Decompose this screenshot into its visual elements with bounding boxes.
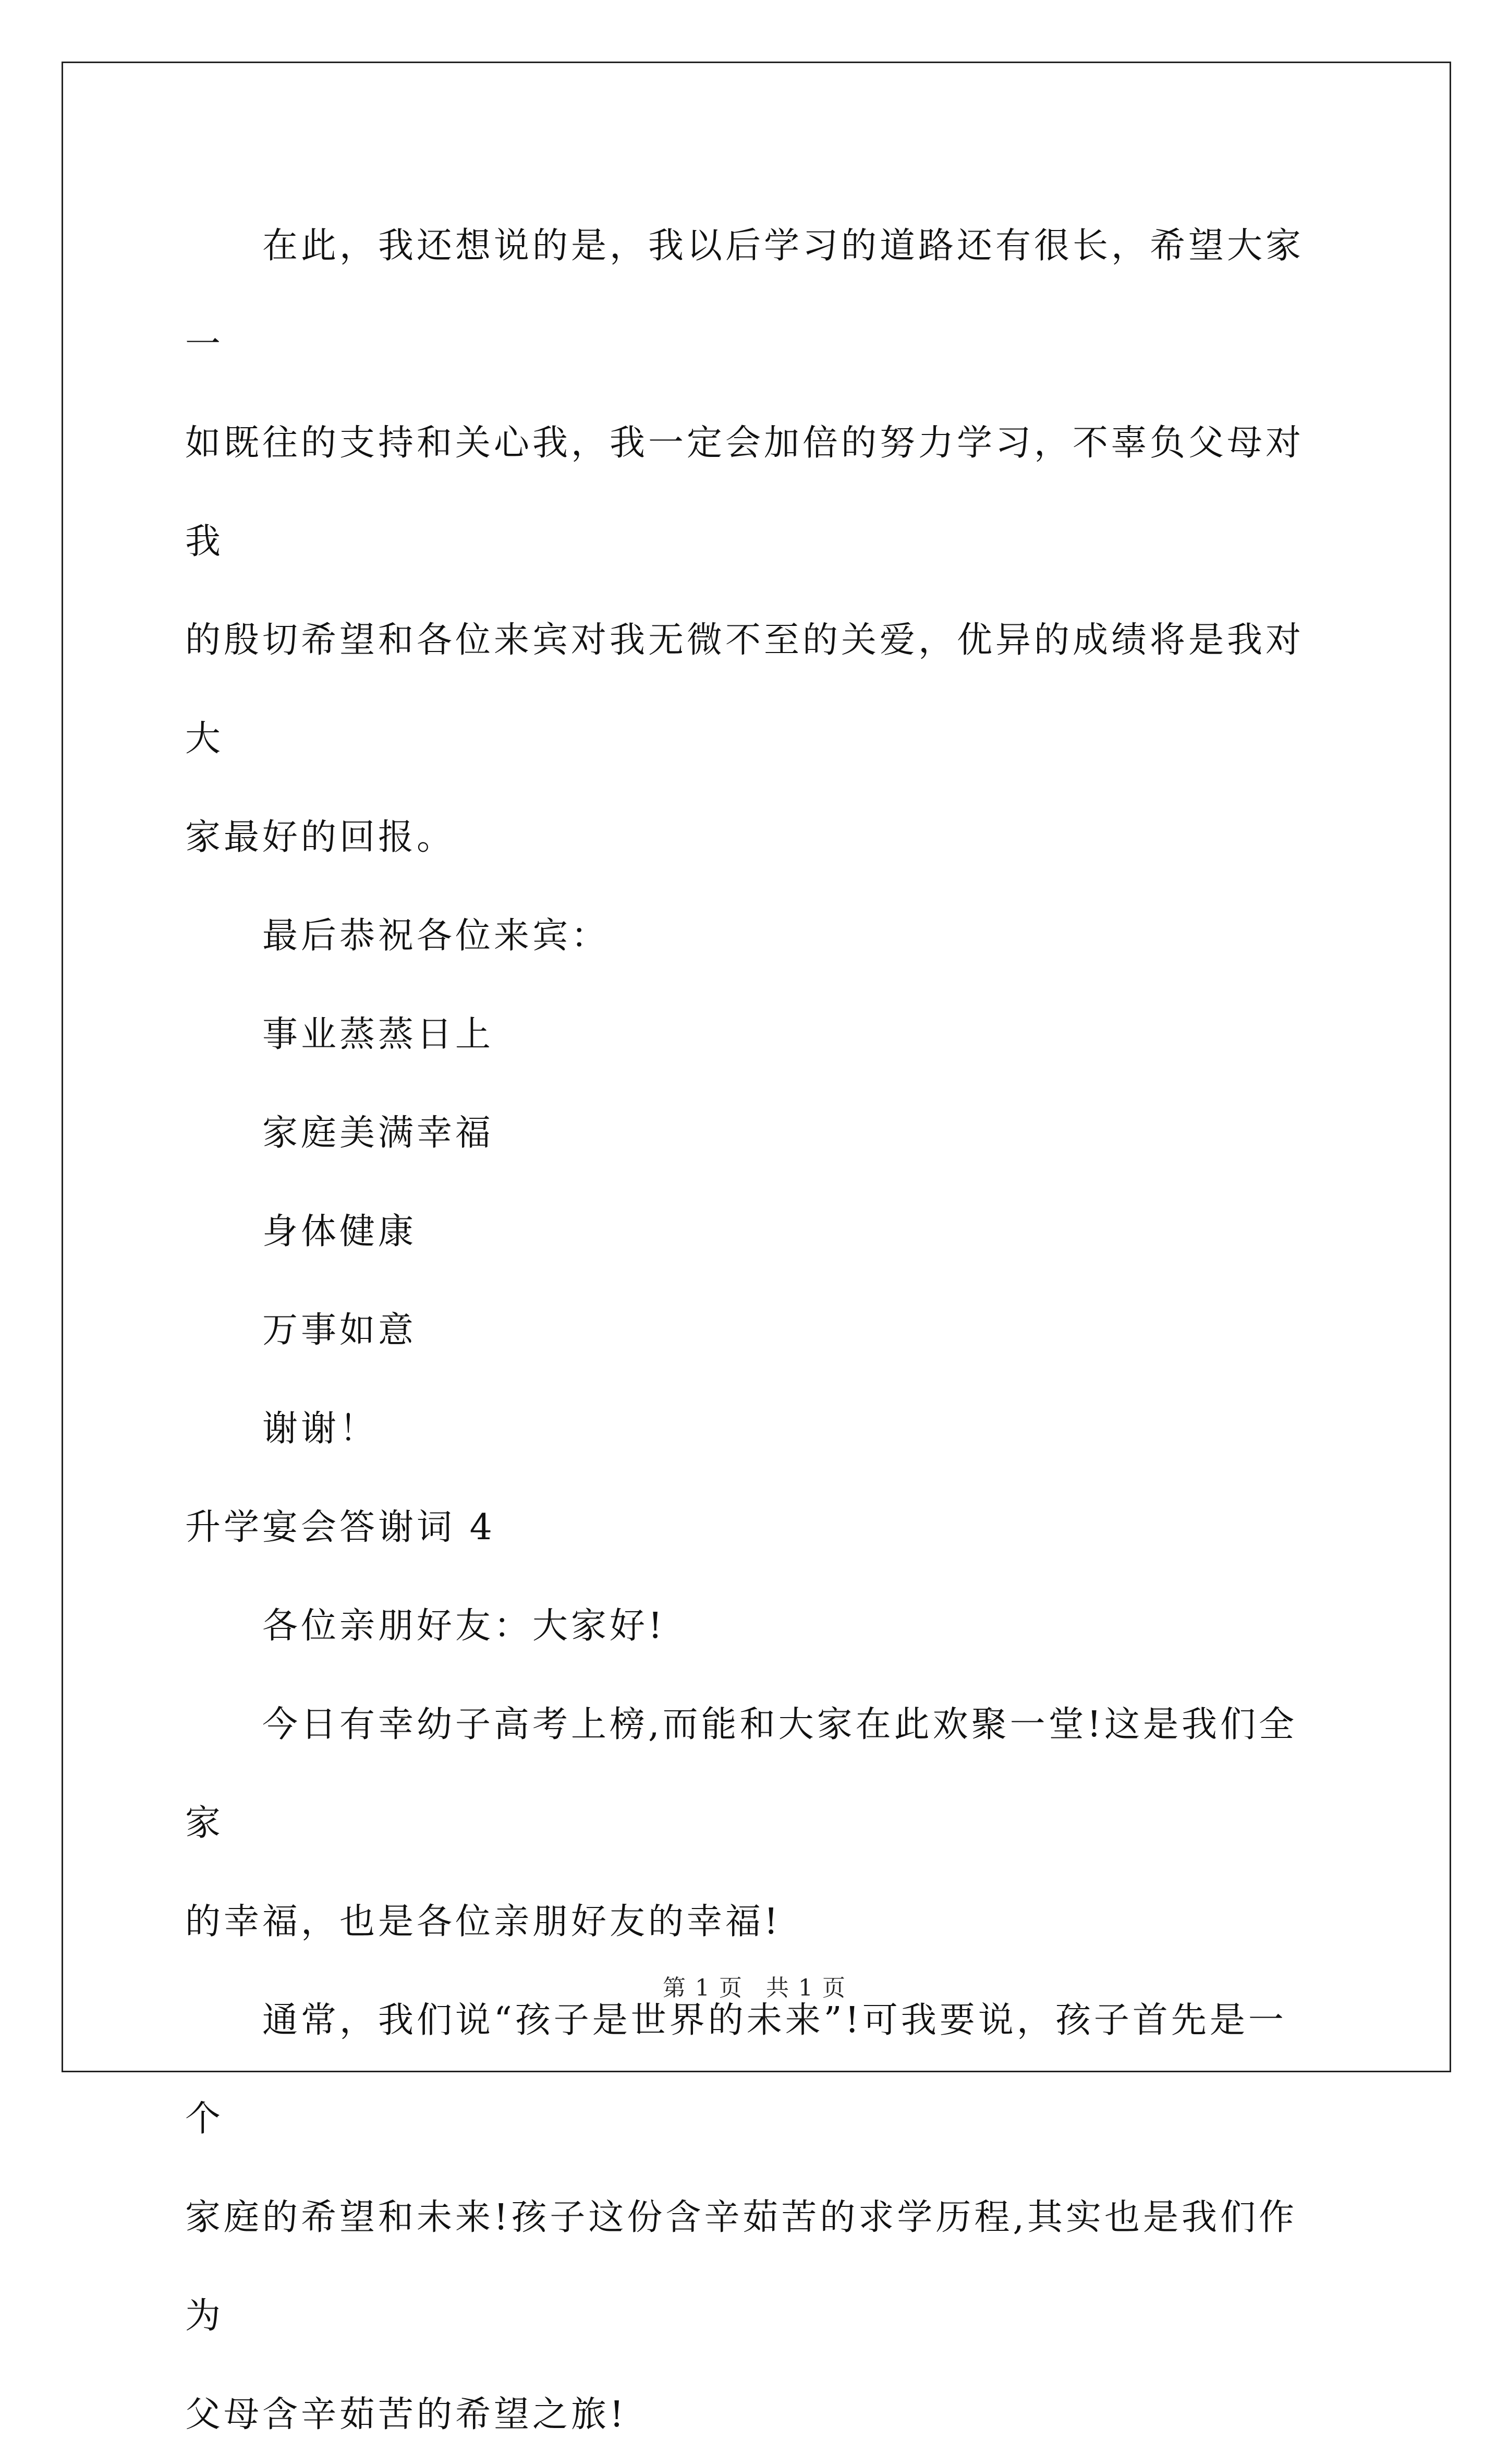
document-body: [185, 197, 1325, 2464]
text-line: 父母含辛茹苦的希望之旅!: [185, 2394, 627, 2435]
text-line: 通常，我们说“孩子是世界的未来”!可我要说，孩子首先是一个: [185, 2000, 1287, 2140]
paragraph-closing-remarks: [185, 197, 1325, 887]
text-line: 的殷切希望和各位来宾对我无微不至的关爱，优异的成绩将是我对大: [185, 620, 1305, 759]
text-line: 事业蒸蒸日上: [262, 1014, 494, 1055]
text-line: 万事如意: [262, 1310, 417, 1351]
paragraph-greeting: [185, 1577, 1325, 1675]
paragraph-blessing-family: [185, 1084, 1325, 1182]
paragraph-blessing-intro: [185, 887, 1325, 985]
paragraph-hope: [185, 1971, 1325, 2464]
paragraph-thanks: [185, 1380, 1325, 1478]
text-line: 的幸福，也是各位亲朋好友的幸福!: [185, 1901, 782, 1942]
section-title: 升学宴会答谢词 4: [185, 1507, 495, 1548]
text-line: 家最好的回报。: [185, 817, 456, 858]
paragraph-celebration: [185, 1675, 1325, 1971]
page-number: 第 1 页: [663, 1975, 743, 2001]
text-line: 家庭的希望和未来!孩子这份含辛茹苦的求学历程,其实也是我们作为: [185, 2197, 1297, 2337]
text-line: 如既往的支持和关心我，我一定会加倍的努力学习，不辜负父母对我: [185, 422, 1305, 562]
paragraph-blessing-health: [185, 1182, 1325, 1281]
page-footer: [0, 1969, 1509, 2002]
paragraph-blessing-career: [185, 985, 1325, 1084]
text-line: 家庭美满幸福: [262, 1113, 494, 1154]
paragraph-blessing-wishes: [185, 1281, 1325, 1380]
text-line: 最后恭祝各位来宾：: [262, 915, 610, 957]
text-line: 身体健康: [262, 1211, 417, 1252]
text-line: 在此，我还想说的是，我以后学习的道路还有很长，希望大家一: [185, 225, 1305, 365]
text-line: 各位亲朋好友：大家好!: [262, 1605, 666, 1647]
text-line: 谢谢！: [262, 1408, 379, 1450]
text-line: 今日有幸幼子高考上榜,而能和大家在此欢聚一堂!这是我们全家: [185, 1704, 1297, 1844]
page-total: 共 1 页: [766, 1975, 846, 2001]
section-heading: [185, 1478, 1325, 1577]
